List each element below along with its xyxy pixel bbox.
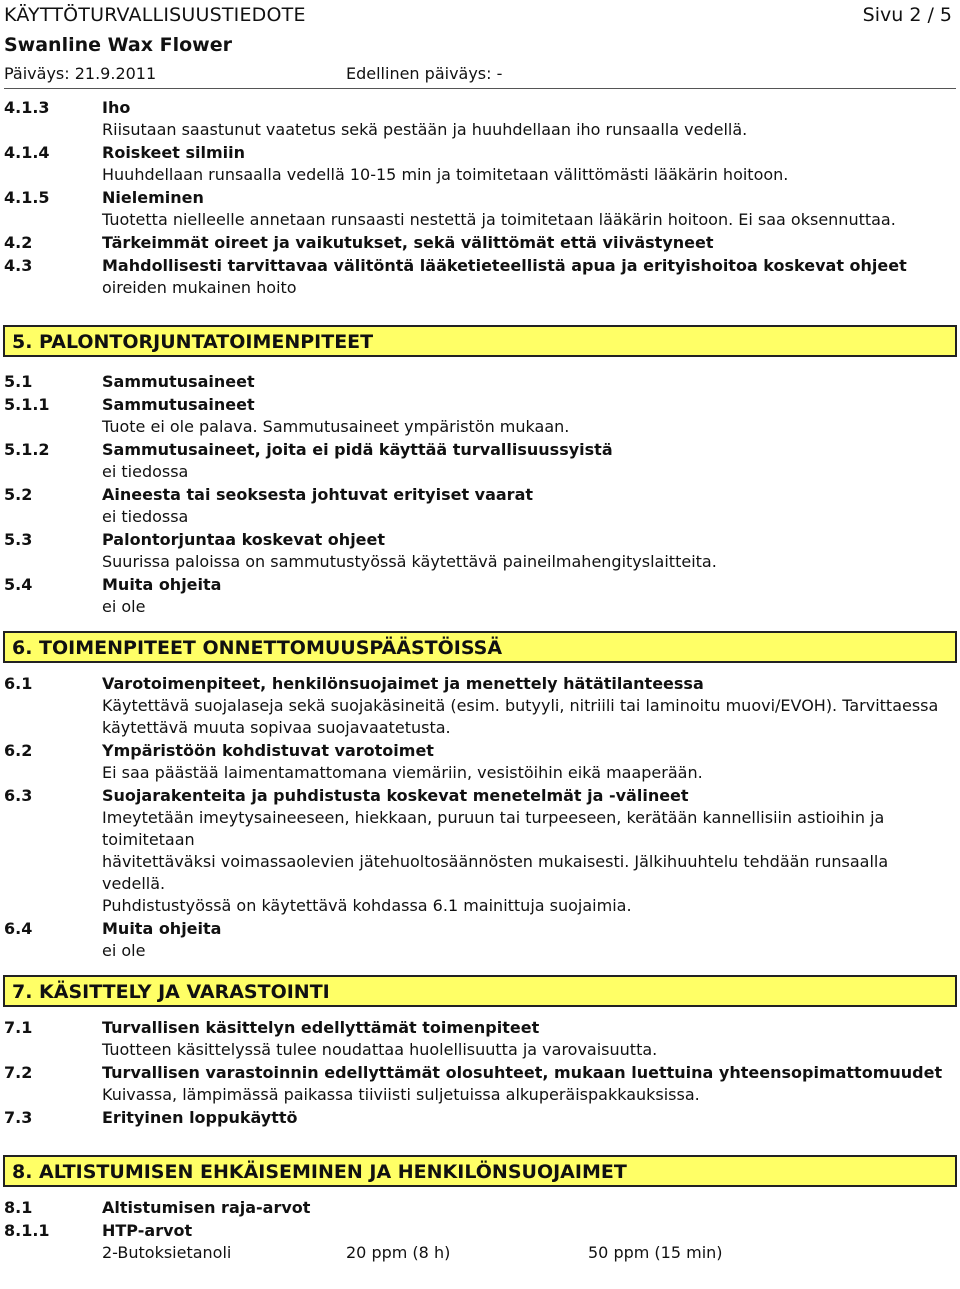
subsection-5-4: [0, 574, 960, 618]
subsection-number: 5.3: [4, 530, 33, 549]
subsection-text: Tuotteen käsittelyssä tulee noudattaa huolellisuutta ja varovaisuutta.: [102, 1040, 658, 1059]
section-5-heading: 5. PALONTORJUNTATOIMENPITEET: [3, 325, 957, 357]
subsection-6-3: [0, 785, 960, 917]
subsection-title: Varotoimenpiteet, henkilönsuojaimet ja menettely hätätilanteessa: [102, 674, 704, 693]
document-title: KÄYTTÖTURVALLISUUSTIEDOTE: [4, 4, 306, 26]
subsection-text: Puhdistustyössä on käytettävä kohdassa 6.1 mainittuja suojaimia.: [102, 896, 632, 915]
subsection-number: 4.1.3: [4, 98, 50, 117]
subsection-number: 4.2: [4, 233, 33, 252]
subsection-5-1: [0, 371, 960, 393]
subsection-number: 5.1: [4, 372, 33, 391]
subsection-title: Iho: [102, 98, 131, 117]
subsection-4-1-4: [0, 142, 960, 186]
subsection-text: Riisutaan saastunut vaatetus sekä pestään ja huuhdellaan iho runsaalla vedellä.: [102, 120, 748, 139]
section-7-items: [0, 1017, 960, 1129]
section-8-heading: 8. ALTISTUMISEN EHKÄISEMINEN JA HENKILÖNSUOJAIMET: [3, 1155, 957, 1187]
subsection-text: Tuotetta nielleelle annetaan runsaasti nestettä ja toimitetaan lääkärin hoitoon. Ei saa oksennuttaa.: [102, 210, 896, 229]
subsection-title: Turvallisen käsittelyn edellyttämät toimenpiteet: [102, 1018, 540, 1037]
subsection-6-1: [0, 673, 960, 739]
subsection-text: Käytettävä suojalaseja sekä suojakäsineitä (esim. butyyli, nitriili tai laminoitu muovi/EVOH). Tarvittaessa: [102, 696, 939, 715]
page-number: Sivu 2 / 5: [862, 4, 952, 26]
subsection-text: Huuhdellaan runsaalla vedellä 10-15 min ja toimitetaan välittömästi lääkärin hoitoon.: [102, 165, 789, 184]
subsection-title: HTP-arvot: [102, 1221, 193, 1240]
header-divider: [4, 88, 956, 89]
subsection-text: ei tiedossa: [102, 507, 189, 526]
subsection-5-2: [0, 484, 960, 528]
subsection-title: Nieleminen: [102, 188, 204, 207]
subsection-title: Tärkeimmät oireet ja vaikutukset, sekä välittömät että viivästyneet: [102, 233, 714, 252]
subsection-6-2: [0, 740, 960, 784]
subsection-number: 6.4: [4, 919, 33, 938]
revision-date: Päiväys: 21.9.2011: [4, 64, 157, 83]
subsection-title: Erityinen loppukäyttö: [102, 1108, 298, 1127]
subsection-title: Palontorjuntaa koskevat ohjeet: [102, 530, 386, 549]
section-6-heading: 6. TOIMENPITEET ONNETTOMUUSPÄÄSTÖISSÄ: [3, 631, 957, 663]
subsection-title: Roiskeet silmiin: [102, 143, 245, 162]
subsection-number: 5.1.2: [4, 440, 50, 459]
subsection-title: Altistumisen raja-arvot: [102, 1198, 311, 1217]
subsection-number: 5.4: [4, 575, 33, 594]
subsection-7-3: [0, 1107, 960, 1129]
subsection-5-3: [0, 529, 960, 573]
subsection-4-3: [0, 255, 960, 299]
subsection-number: 6.2: [4, 741, 33, 760]
subsection-number: 5.1.1: [4, 395, 50, 414]
subsection-number: 7.2: [4, 1063, 33, 1082]
subsection-text: ei ole: [102, 597, 146, 616]
subsection-4-2: [0, 232, 960, 254]
subsection-title: Muita ohjeita: [102, 919, 222, 938]
subsection-number: 6.3: [4, 786, 33, 805]
subsection-7-1: [0, 1017, 960, 1061]
subsection-text: ei ole: [102, 941, 146, 960]
subsection-number: 4.3: [4, 256, 33, 275]
subsection-text: Ei saa päästää laimentamattomana viemäriin, vesistöihin eikä maaperään.: [102, 763, 703, 782]
subsection-title: Turvallisen varastoinnin edellyttämät olosuhteet, mukaan luettuina yhteensopimattomuudet: [102, 1063, 943, 1082]
subsection-number: 8.1.1: [4, 1221, 50, 1240]
subsection-text: käytettävä muuta sopivaa suojavaatetusta.: [102, 718, 451, 737]
subsection-8-1-1: [0, 1220, 960, 1242]
htp-table-row: [0, 1242, 960, 1264]
subsection-number: 8.1: [4, 1198, 33, 1217]
subsection-text: ei tiedossa: [102, 462, 189, 481]
subsection-text: oireiden mukainen hoito: [102, 278, 297, 297]
subsection-number: 5.2: [4, 485, 33, 504]
subsection-text: Tuote ei ole palava. Sammutusaineet ympäristön mukaan.: [102, 417, 570, 436]
subsection-number: 7.1: [4, 1018, 33, 1037]
document-body: [0, 97, 960, 1264]
subsection-number: 6.1: [4, 674, 33, 693]
htp-substance: 2-Butoksietanoli: [102, 1243, 232, 1262]
section-8-items: [0, 1197, 960, 1242]
subsection-text: Imeytetään imeytysaineeseen, hiekkaan, puruun tai turpeeseen, kerätään kannellisiin astioihin ja toimitetaan: [102, 808, 885, 849]
subsection-title: Aineesta tai seoksesta johtuvat erityiset vaarat: [102, 485, 534, 504]
subsection-text: hävitettäväksi voimassaolevien jätehuoltosäännösten mukaisesti. Jälkihuuhtelu tehdään runsaalla vedellä.: [102, 852, 889, 893]
subsection-number: 4.1.5: [4, 188, 50, 207]
subsection-7-2: [0, 1062, 960, 1106]
subsection-title: Suojarakenteita ja puhdistusta koskevat menetelmät ja -välineet: [102, 786, 689, 805]
subsection-4-1-5: [0, 187, 960, 231]
section-7-heading: 7. KÄSITTELY JA VARASTOINTI: [3, 975, 957, 1007]
subsection-text: Kuivassa, lämpimässä paikassa tiiviisti suljetuissa alkuperäispakkauksissa.: [102, 1085, 700, 1104]
subsection-title: Sammutusaineet: [102, 372, 255, 391]
section-4-items: [0, 97, 960, 299]
htp-value-15min: 50 ppm (15 min): [588, 1243, 723, 1262]
subsection-8-1: [0, 1197, 960, 1219]
subsection-number: 4.1.4: [4, 143, 50, 162]
subsection-title: Sammutusaineet: [102, 395, 255, 414]
product-name: Swanline Wax Flower: [4, 34, 232, 56]
subsection-6-4: [0, 918, 960, 962]
subsection-title: Ympäristöön kohdistuvat varotoimet: [102, 741, 434, 760]
htp-value-8h: 20 ppm (8 h): [346, 1243, 451, 1262]
subsection-text: Suurissa paloissa on sammutustyössä käytettävä paineilmahengityslaitteita.: [102, 552, 717, 571]
section-6-items: [0, 673, 960, 962]
subsection-5-1-1: [0, 394, 960, 438]
subsection-4-1-3: [0, 97, 960, 141]
previous-revision-date: Edellinen päiväys: -: [346, 64, 503, 83]
subsection-title: Muita ohjeita: [102, 575, 222, 594]
subsection-5-1-2: [0, 439, 960, 483]
subsection-number: 7.3: [4, 1108, 33, 1127]
subsection-title: Sammutusaineet, joita ei pidä käyttää turvallisuussyistä: [102, 440, 613, 459]
subsection-title: Mahdollisesti tarvittavaa välitöntä lääketieteellistä apua ja erityishoitoa koskevat ohjeet: [102, 256, 907, 275]
section-5-items: [0, 371, 960, 618]
